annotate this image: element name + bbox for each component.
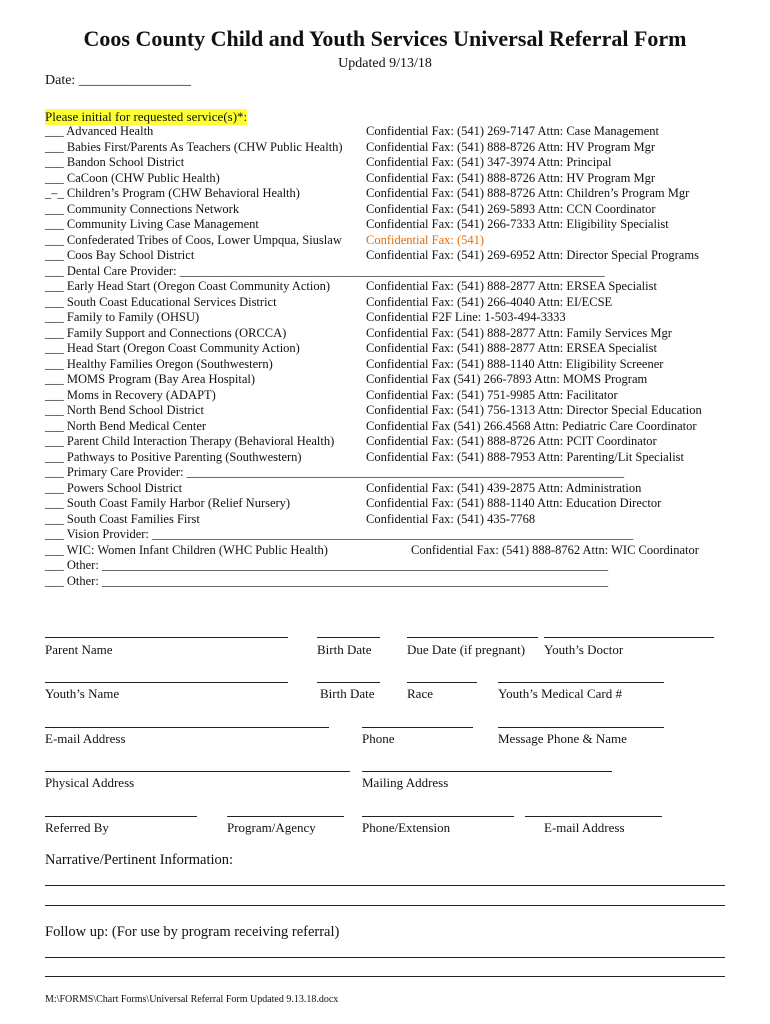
program-agency-label: Program/Agency (227, 820, 316, 835)
youth-name-line[interactable] (45, 682, 288, 683)
service-contact: Confidential Fax: (541) 888-8726 Attn: HV Program Mgr (366, 170, 655, 185)
service-item[interactable]: ___ CaCoon (CHW Public Health) (45, 170, 220, 185)
service-item[interactable]: ___ Powers School District (45, 480, 183, 495)
youth-name-label: Youth’s Name (45, 686, 120, 701)
phone-line[interactable] (362, 727, 473, 728)
email-label: E-mail Address (45, 731, 126, 746)
services-heading: Please initial for requested service(s)*: (45, 109, 248, 124)
service-item[interactable]: ___ North Bend Medical Center (45, 418, 207, 433)
service-contact: Confidential Fax: (541) 266-4040 Attn: EI/ECSE (366, 294, 613, 309)
service-item[interactable]: ___ WIC: Women Infant Children (WHC Public Health) (45, 542, 328, 557)
service-item[interactable]: ___ Family to Family (OHSU) (45, 310, 200, 324)
parent-name-label: Parent Name (45, 642, 113, 657)
service-contact: Confidential Fax: (541) 439-2875 Attn: Administration (366, 480, 642, 495)
service-contact: Confidential Fax: (541) 269-5893 Attn: CCN Coordinator (366, 201, 656, 216)
birth-date-line-1[interactable] (317, 637, 380, 638)
due-date-line[interactable] (407, 637, 538, 638)
service-item[interactable]: _–_ Children’s Program (CHW Behavioral Health) (45, 186, 300, 200)
mailing-address-label: Mailing Address (362, 775, 449, 790)
service-contact: Confidential Fax: (541) 347-3974 Attn: Principal (366, 155, 612, 169)
physical-address-label: Physical Address (45, 775, 135, 790)
service-item[interactable]: ___ Dental Care Provider: ____________________________________________________________________ (45, 263, 605, 278)
service-contact: Confidential Fax: (541) 888-2877 Attn: Family Services Mgr (366, 325, 672, 340)
birth-date-label-1: Birth Date (317, 642, 372, 657)
service-item[interactable]: ___ Parent Child Interaction Therapy (Behavioral Health) (45, 434, 335, 448)
service-item[interactable]: ___ Head Start (Oregon Coast Community Action) (45, 341, 300, 355)
race-line[interactable] (407, 682, 477, 683)
narrative-line-1[interactable] (45, 885, 725, 886)
service-contact: Confidential Fax: (541) 269-6952 Attn: Director Special Programs (366, 248, 699, 262)
followup-label: Follow up: (For use by program receiving referral) (45, 924, 340, 940)
service-contact: Confidential Fax: (541) 756-1313 Attn: Director Special Education (366, 403, 702, 417)
parent-name-line[interactable] (45, 637, 288, 638)
message-phone-line[interactable] (498, 727, 664, 728)
referred-by-label: Referred By (45, 820, 109, 835)
youth-doctor-label: Youth’s Doctor (544, 642, 624, 657)
service-item[interactable]: ___ MOMS Program (Bay Area Hospital) (45, 372, 256, 386)
service-item[interactable]: ___ Other: _________________________________________________________________________________ (45, 573, 609, 588)
service-contact: Confidential Fax: (541) 888-8726 Attn: PCIT Coordinator (366, 434, 657, 448)
service-contact: Confidential Fax: (541) 888-2877 Attn: ERSEA Specialist (366, 279, 657, 293)
birth-date-label-2: Birth Date (320, 686, 375, 701)
followup-line-1[interactable] (45, 957, 725, 958)
service-contact: Confidential Fax: (541) 888-1140 Attn: Eligibility Screener (366, 356, 664, 371)
phone-extension-label: Phone/Extension (362, 820, 451, 835)
service-item[interactable]: ___ Confederated Tribes of Coos, Lower Umpqua, Siuslaw (45, 232, 342, 247)
service-contact: Confidential Fax: (541) 888-1140 Attn: Education Director (366, 496, 662, 510)
form-title: Coos County Child and Youth Services Universal Referral Form (83, 26, 687, 51)
birth-date-line-2[interactable] (317, 682, 380, 683)
service-item[interactable]: ___ Early Head Start (Oregon Coast Community Action) (45, 279, 331, 293)
service-contact: Confidential Fax: (541) 888-8762 Attn: WIC Coordinator (411, 542, 699, 557)
service-item[interactable]: ___ Pathways to Positive Parenting (Southwestern) (45, 449, 302, 464)
due-date-label: Due Date (if pregnant) (407, 642, 526, 657)
program-agency-line[interactable] (227, 816, 344, 817)
youth-doctor-line[interactable] (544, 637, 714, 638)
service-item[interactable]: ___ Moms in Recovery (ADAPT) (45, 387, 216, 402)
phone-extension-line[interactable] (362, 816, 514, 817)
service-contact: Confidential Fax: (541) 888-8726 Attn: Children’s Program Mgr (366, 186, 690, 200)
service-item[interactable]: ___ Vision Provider: _____________________________________________________________________________ (45, 527, 634, 541)
service-item[interactable]: ___ Family Support and Connections (ORCCA) (45, 325, 287, 340)
email-label-2: E-mail Address (544, 820, 625, 835)
service-contact: Confidential Fax: (541) 751-9985 Attn: Facilitator (366, 387, 618, 402)
service-contact: Confidential Fax (541) 266-7893 Attn: MOMS Program (366, 372, 648, 386)
physical-address-line[interactable] (45, 771, 350, 772)
service-item[interactable]: ___ Other: _________________________________________________________________________________ (45, 558, 609, 572)
phone-label: Phone (362, 731, 395, 746)
email-line-2[interactable] (525, 816, 662, 817)
footer-path: M:\FORMS\Chart Forms\Universal Referral Form Updated 9.13.18.docx (45, 994, 339, 1005)
service-item[interactable]: ___ Primary Care Provider: ______________________________________________________________________ (45, 465, 625, 479)
service-contact: Confidential Fax: (541) 269-7147 Attn: Case Management (366, 124, 660, 138)
narrative-line-2[interactable] (45, 905, 725, 906)
service-contact: Confidential F2F Line: 1-503-494-3333 (366, 310, 566, 324)
service-item[interactable]: ___ North Bend School District (45, 403, 205, 417)
narrative-label: Narrative/Pertinent Information: (45, 852, 234, 868)
date-field[interactable]: Date: ________________ (45, 73, 191, 88)
service-item[interactable]: ___ South Coast Families First (45, 511, 200, 526)
service-item[interactable]: ___ Community Connections Network (45, 201, 240, 216)
service-contact: Confidential Fax: (541) 435-7768 (366, 511, 536, 526)
service-item[interactable]: ___ Community Living Case Management (45, 217, 259, 231)
service-contact: Confidential Fax: (541) 888-8726 Attn: HV Program Mgr (366, 139, 655, 154)
followup-line-2[interactable] (45, 976, 725, 977)
service-item[interactable]: ___ Healthy Families Oregon (Southwestern) (45, 356, 273, 371)
service-item[interactable]: ___ South Coast Family Harbor (Relief Nursery) (45, 496, 291, 510)
service-contact: Confidential Fax: (541) 888-2877 Attn: ERSEA Specialist (366, 341, 657, 355)
service-item[interactable]: ___ Babies First/Parents As Teachers (CHW Public Health) (45, 139, 343, 154)
race-label: Race (407, 686, 433, 701)
service-contact: Confidential Fax: (541) 266-7333 Attn: Eligibility Specialist (366, 217, 669, 231)
service-item[interactable]: ___ Bandon School District (45, 155, 185, 169)
service-contact: Confidential Fax (541) 266.4568 Attn: Pediatric Care Coordinator (366, 418, 697, 433)
service-item[interactable]: ___ South Coast Educational Services District (45, 294, 277, 309)
medical-card-line[interactable] (498, 682, 664, 683)
message-phone-label: Message Phone & Name (498, 731, 627, 746)
service-item[interactable]: ___ Advanced Health (45, 124, 154, 138)
mailing-address-line[interactable] (362, 771, 612, 772)
referred-by-line[interactable] (45, 816, 197, 817)
service-contact: Confidential Fax: (541) 888-7953 Attn: Parenting/Lit Specialist (366, 449, 685, 464)
service-item[interactable]: ___ Coos Bay School District (45, 248, 195, 262)
medical-card-label: Youth’s Medical Card # (498, 686, 622, 701)
updated-date: Updated 9/13/18 (338, 56, 432, 71)
email-line[interactable] (45, 727, 329, 728)
service-contact: Confidential Fax: (541) (366, 232, 485, 247)
